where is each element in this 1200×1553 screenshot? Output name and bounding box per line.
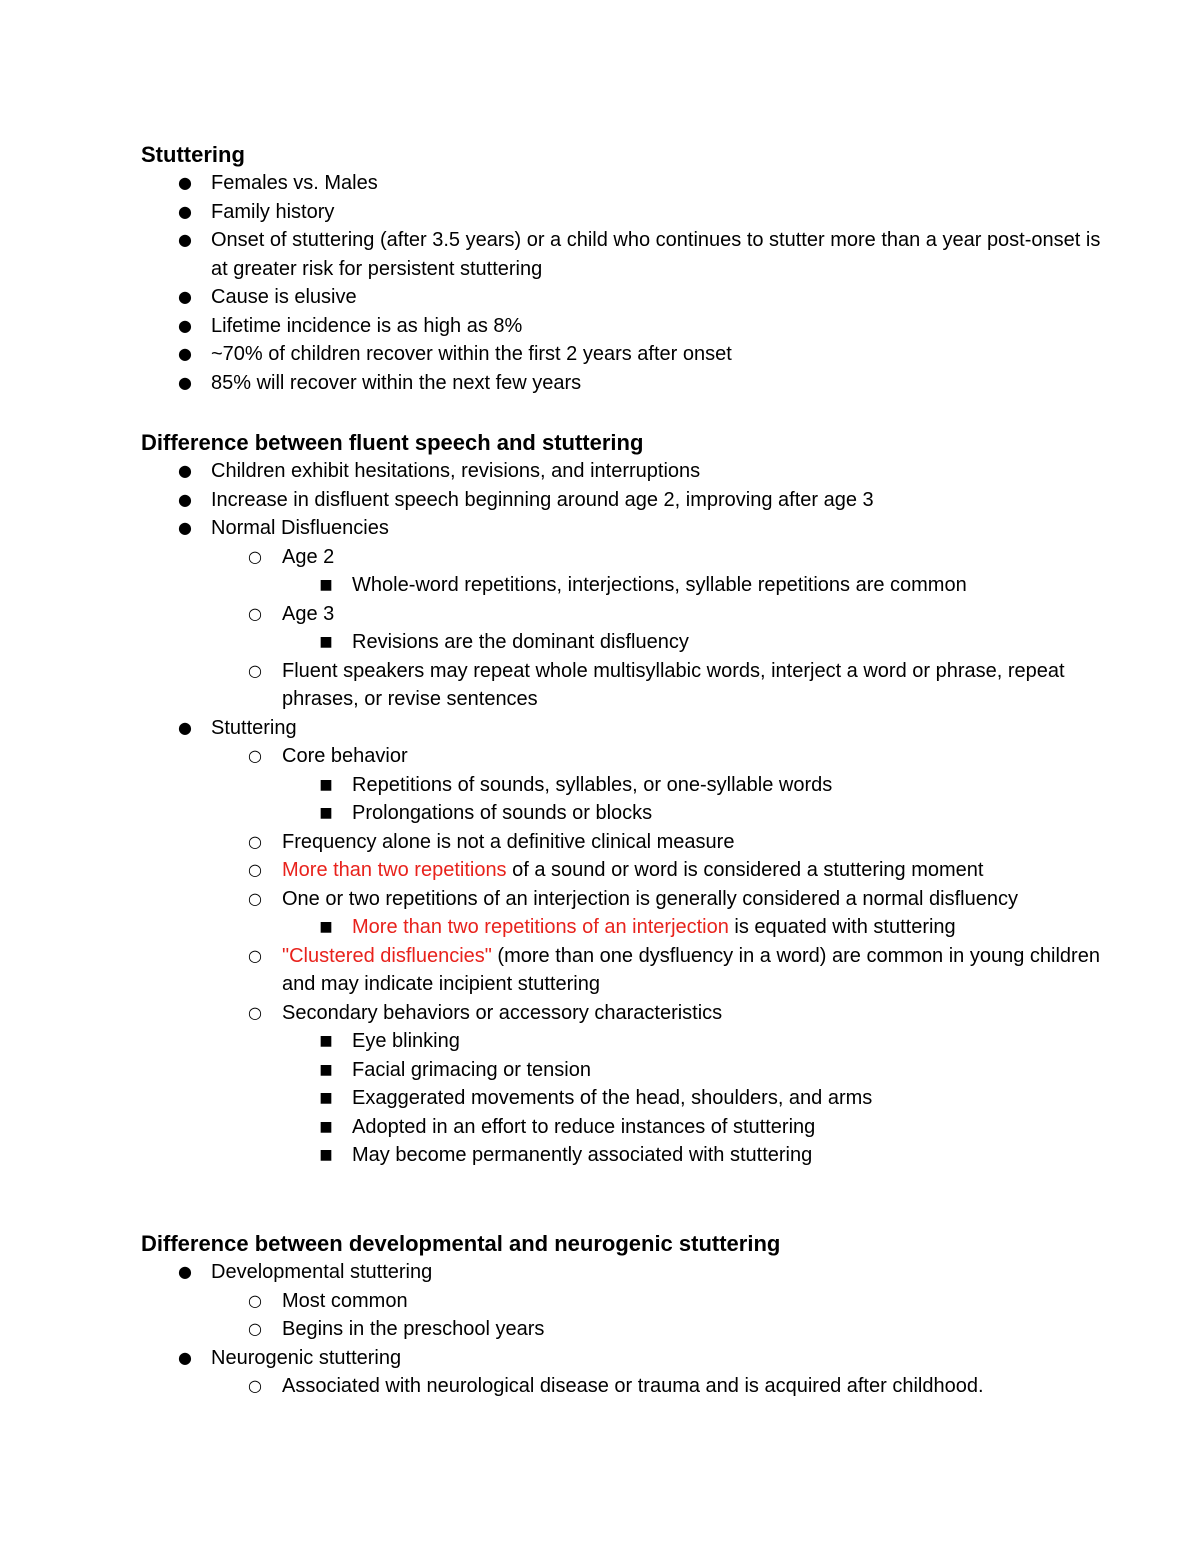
list-item: ■ May become permanently associated with stuttering xyxy=(141,1141,1101,1170)
square-bullet-icon: ■ xyxy=(319,1118,333,1135)
bullet-list xyxy=(141,1258,1101,1401)
list-item: ○ Age 2 xyxy=(141,543,1101,572)
bullet-icon: ● xyxy=(178,717,192,737)
list-item: ○ One or two repetitions of an interjection is generally considered a normal disfluency xyxy=(141,885,1101,914)
list-item: ● Cause is elusive xyxy=(141,283,1101,312)
bullet-icon: ● xyxy=(178,344,192,363)
list-item: ■ Whole-word repetitions, interjections, syllable repetitions are common xyxy=(141,571,1101,600)
list-item: ○ Frequency alone is not a definitive clinical measure xyxy=(141,828,1101,857)
list-item: ■ Prolongations of sounds or blocks xyxy=(141,799,1101,828)
list-item: ● Normal Disfluencies xyxy=(141,514,1101,543)
circle-bullet-icon: ○ xyxy=(248,945,262,965)
circle-bullet-icon: ○ xyxy=(248,746,262,765)
bullet-icon: ● xyxy=(178,518,192,537)
list-item: ○ More than two repetitions of a sound or word is considered a stuttering moment xyxy=(141,856,1101,885)
section-heading: Difference between developmental and neurogenic stuttering xyxy=(141,1231,781,1256)
list-item: ■ Exaggerated movements of the head, shoulders, and arms xyxy=(141,1084,1101,1113)
list-item: ■ Facial grimacing or tension xyxy=(141,1056,1101,1085)
list-item: ○ Begins in the preschool years xyxy=(141,1315,1101,1344)
list-item: ■ Repetitions of sounds, syllables, or one-syllable words xyxy=(141,771,1101,800)
list-item: ○ Associated with neurological disease or trauma and is acquired after childhood. xyxy=(141,1372,1101,1401)
square-bullet-icon: ■ xyxy=(319,805,333,821)
section-fluent-vs-stuttering xyxy=(141,429,1101,1170)
bullet-icon: ● xyxy=(178,461,192,480)
circle-bullet-icon: ○ xyxy=(248,1376,262,1395)
list-item: ■ Eye blinking xyxy=(141,1027,1101,1056)
circle-bullet-icon: ○ xyxy=(248,888,262,908)
square-bullet-icon: ■ xyxy=(319,1147,333,1163)
list-item: ● Stuttering xyxy=(141,714,1101,743)
section-heading: Difference between fluent speech and stuttering xyxy=(141,430,644,455)
bullet-icon: ● xyxy=(178,1347,192,1367)
list-item: ● Family history xyxy=(141,198,1101,227)
list-item: ● Children exhibit hesitations, revisions, and interruptions xyxy=(141,457,1101,486)
square-bullet-icon: ■ xyxy=(319,634,333,650)
bullet-icon: ● xyxy=(178,173,192,192)
circle-bullet-icon: ○ xyxy=(248,603,262,623)
square-bullet-icon: ■ xyxy=(319,776,333,793)
list-item: ● 85% will recover within the next few years xyxy=(141,369,1101,398)
circle-bullet-icon: ○ xyxy=(248,831,262,851)
list-item: ○ Most common xyxy=(141,1287,1101,1316)
list-item: ● Neurogenic stuttering xyxy=(141,1344,1101,1373)
bullet-icon: ● xyxy=(178,230,192,249)
square-bullet-icon: ■ xyxy=(319,919,333,935)
bullet-icon: ● xyxy=(178,1262,192,1281)
list-item: ■ More than two repetitions of an interjection is equated with stuttering xyxy=(141,913,1101,942)
square-bullet-icon: ■ xyxy=(319,1090,333,1106)
square-bullet-icon: ■ xyxy=(319,1061,333,1078)
highlighted-text: "Clustered disfluencies" xyxy=(282,944,492,967)
list-item: ● Females vs. Males xyxy=(141,169,1101,198)
section-developmental-vs-neurogenic xyxy=(141,1230,1101,1401)
bullet-list xyxy=(141,169,1101,397)
bullet-icon: ● xyxy=(178,489,192,509)
list-item: ○ "Clustered disfluencies" (more than one dysfluency in a word) are common in young children and may indicate incipient stuttering xyxy=(141,942,1101,999)
circle-bullet-icon: ○ xyxy=(248,1002,262,1022)
square-bullet-icon: ■ xyxy=(319,1033,333,1049)
bullet-list xyxy=(141,457,1101,1170)
list-item: ○ Fluent speakers may repeat whole multisyllabic words, interject a word or phrase, repeat phrases, or revise sentences xyxy=(141,657,1101,714)
list-item: ■ Revisions are the dominant disfluency xyxy=(141,628,1101,657)
list-item: ● Onset of stuttering (after 3.5 years) or a child who continues to stutter more than a year post-onset is at greater risk for persistent stuttering xyxy=(141,226,1101,283)
highlighted-text: More than two repetitions of an interjection xyxy=(352,916,729,938)
list-item: ○ Age 3 xyxy=(141,600,1101,629)
list-item: ● Increase in disfluent speech beginning around age 2, improving after age 3 xyxy=(141,486,1101,515)
circle-bullet-icon: ○ xyxy=(248,1290,262,1310)
circle-bullet-icon: ○ xyxy=(248,546,262,566)
list-item: ● ~70% of children recover within the first 2 years after onset xyxy=(141,340,1101,369)
bullet-icon: ● xyxy=(178,315,192,335)
bullet-icon: ● xyxy=(178,372,192,392)
circle-bullet-icon: ○ xyxy=(248,1319,262,1338)
highlighted-text: More than two repetitions xyxy=(282,859,507,881)
bullet-icon: ● xyxy=(178,201,192,221)
bullet-icon: ● xyxy=(178,287,192,306)
circle-bullet-icon: ○ xyxy=(248,860,262,879)
list-item: ○ Core behavior xyxy=(141,742,1101,771)
circle-bullet-icon: ○ xyxy=(248,660,262,680)
list-item: ● Lifetime incidence is as high as 8% xyxy=(141,312,1101,341)
section-heading: Stuttering xyxy=(141,142,245,167)
section-stuttering xyxy=(141,141,1101,397)
list-item: ● Developmental stuttering xyxy=(141,1258,1101,1287)
list-item: ○ Secondary behaviors or accessory characteristics xyxy=(141,999,1101,1028)
list-item: ■ Adopted in an effort to reduce instances of stuttering xyxy=(141,1113,1101,1142)
square-bullet-icon: ■ xyxy=(319,577,333,593)
